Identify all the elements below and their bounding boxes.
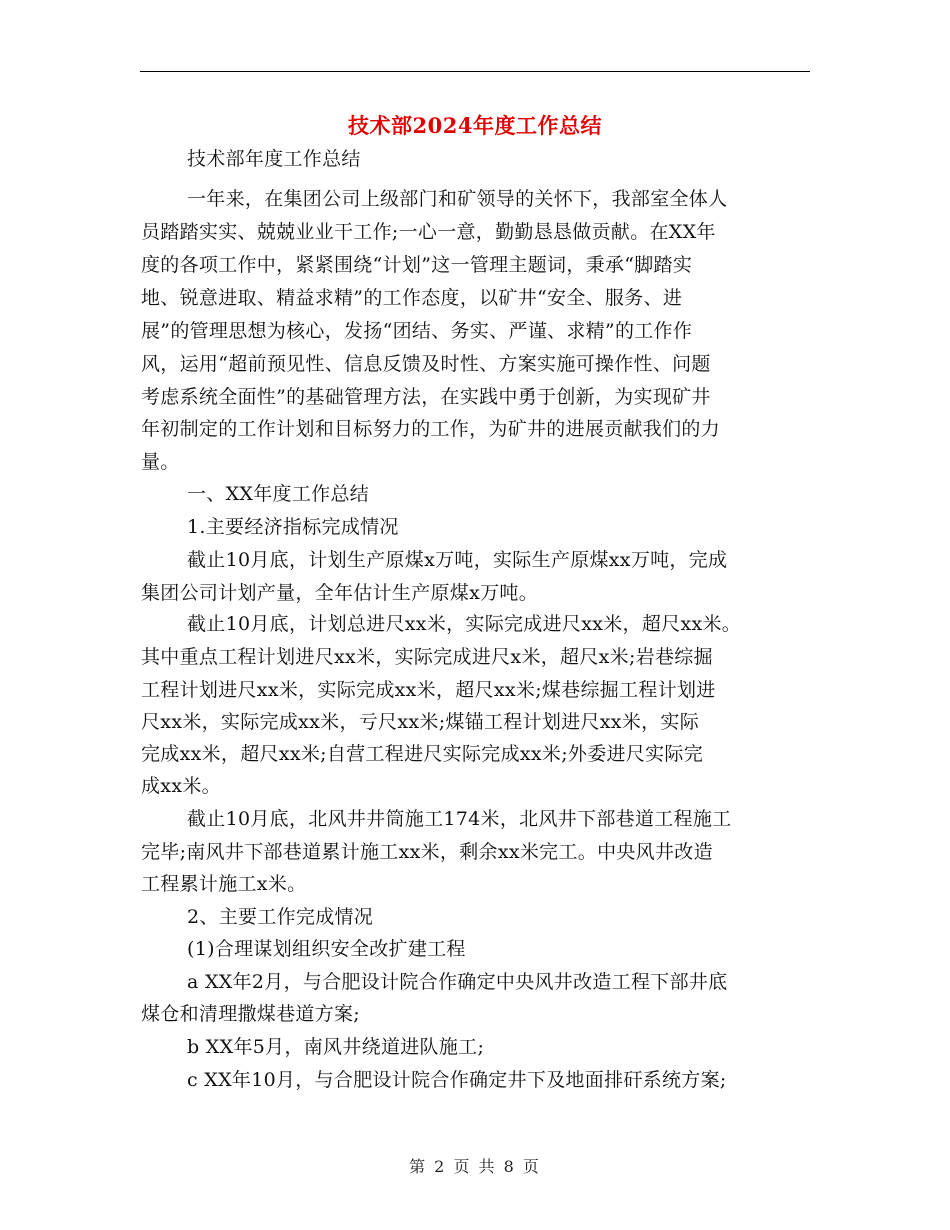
paragraph-line: 工程计划进尺xx米，实际完成xx米，超尺xx米;煤巷综掘工程计划进	[141, 679, 716, 701]
section-heading: 一、XX年度工作总结	[187, 483, 370, 505]
list-item: b XX年5月，南风井绕道进队施工;	[187, 1036, 485, 1058]
paragraph-line: 完成xx米，超尺xx米;自营工程进尺实际完成xx米;外委进尺实际完	[141, 743, 703, 765]
subsection-heading: 1.主要经济指标完成情况	[187, 516, 399, 538]
paragraph-line: 度的各项工作中，紧紧围绕“计划”这一管理主题词，秉承“脚踏实	[141, 254, 693, 276]
paragraph-line: 地、锐意进取、精益求精”的工作态度，以矿井“安全、服务、进	[141, 287, 683, 309]
paragraph-line: 一年来，在集团公司上级部门和矿领导的关怀下，我部室全体人	[187, 188, 728, 210]
paragraph-line: 风，运用“超前预见性、信息反馈及时性、方案实施可操作性、问题	[141, 353, 711, 375]
paragraph-line: 其中重点工程计划进尺xx米，实际完成进尺x米，超尺x米;岩巷综掘	[141, 646, 713, 668]
paragraph-line: 截止10月底，计划总进尺xx米，实际完成进尺xx米，超尺xx米。	[187, 613, 742, 635]
list-item: c XX年10月，与合肥设计院合作确定井下及地面排矸系统方案;	[187, 1069, 727, 1091]
paragraph-line: 成xx米。	[141, 775, 221, 797]
paragraph-line: 截止10月底，计划生产原煤x万吨，实际生产原煤xx万吨，完成	[187, 549, 728, 571]
subsection-heading: 2、主要工作完成情况	[187, 906, 374, 928]
paragraph-line: 尺xx米，实际完成xx米，亏尺xx米;煤锚工程计划进尺xx米，实际	[141, 711, 700, 733]
list-item-continuation: 煤仓和清理撒煤巷道方案;	[141, 1003, 361, 1025]
paragraph-line: 截止10月底，北风井井筒施工174米，北风井下部巷道工程施工	[187, 808, 732, 830]
paragraph-line: 工程累计施工x米。	[141, 873, 307, 895]
paragraph-line: 年初制定的工作计划和目标努力的工作，为矿井的进展贡献我们的力	[141, 418, 721, 440]
paragraph-line: 展”的管理思想为核心，发扬“团结、务实、严谨、求精”的工作作	[141, 320, 693, 342]
list-item: a XX年2月，与合肥设计院合作确定中央风井改造工程下部井底	[187, 971, 728, 993]
paragraph-line: 量。	[141, 451, 180, 473]
paragraph-line: 完毕;南风井下部巷道累计施工xx米，剩余xx米完工。中央风井改造	[141, 841, 713, 863]
paragraph-line: 员踏踏实实、兢兢业业干工作;一心一意，勤勤恳恳做贡献。在XX年	[141, 221, 716, 243]
header-rule	[140, 71, 810, 72]
document-title: 技术部2024年度工作总结	[348, 113, 602, 138]
paragraph-line: 集团公司计划产量，全年估计生产原煤x万吨。	[141, 582, 539, 604]
paragraph-line: 考虑系统全面性”的基础管理方法，在实践中勇于创新，为实现矿井	[141, 386, 711, 408]
list-heading: (1)合理谋划组织安全改扩建工程	[187, 938, 466, 960]
page-number: 第 2 页 共 8 页	[409, 1157, 541, 1176]
paragraph-line: 技术部年度工作总结	[187, 148, 361, 170]
